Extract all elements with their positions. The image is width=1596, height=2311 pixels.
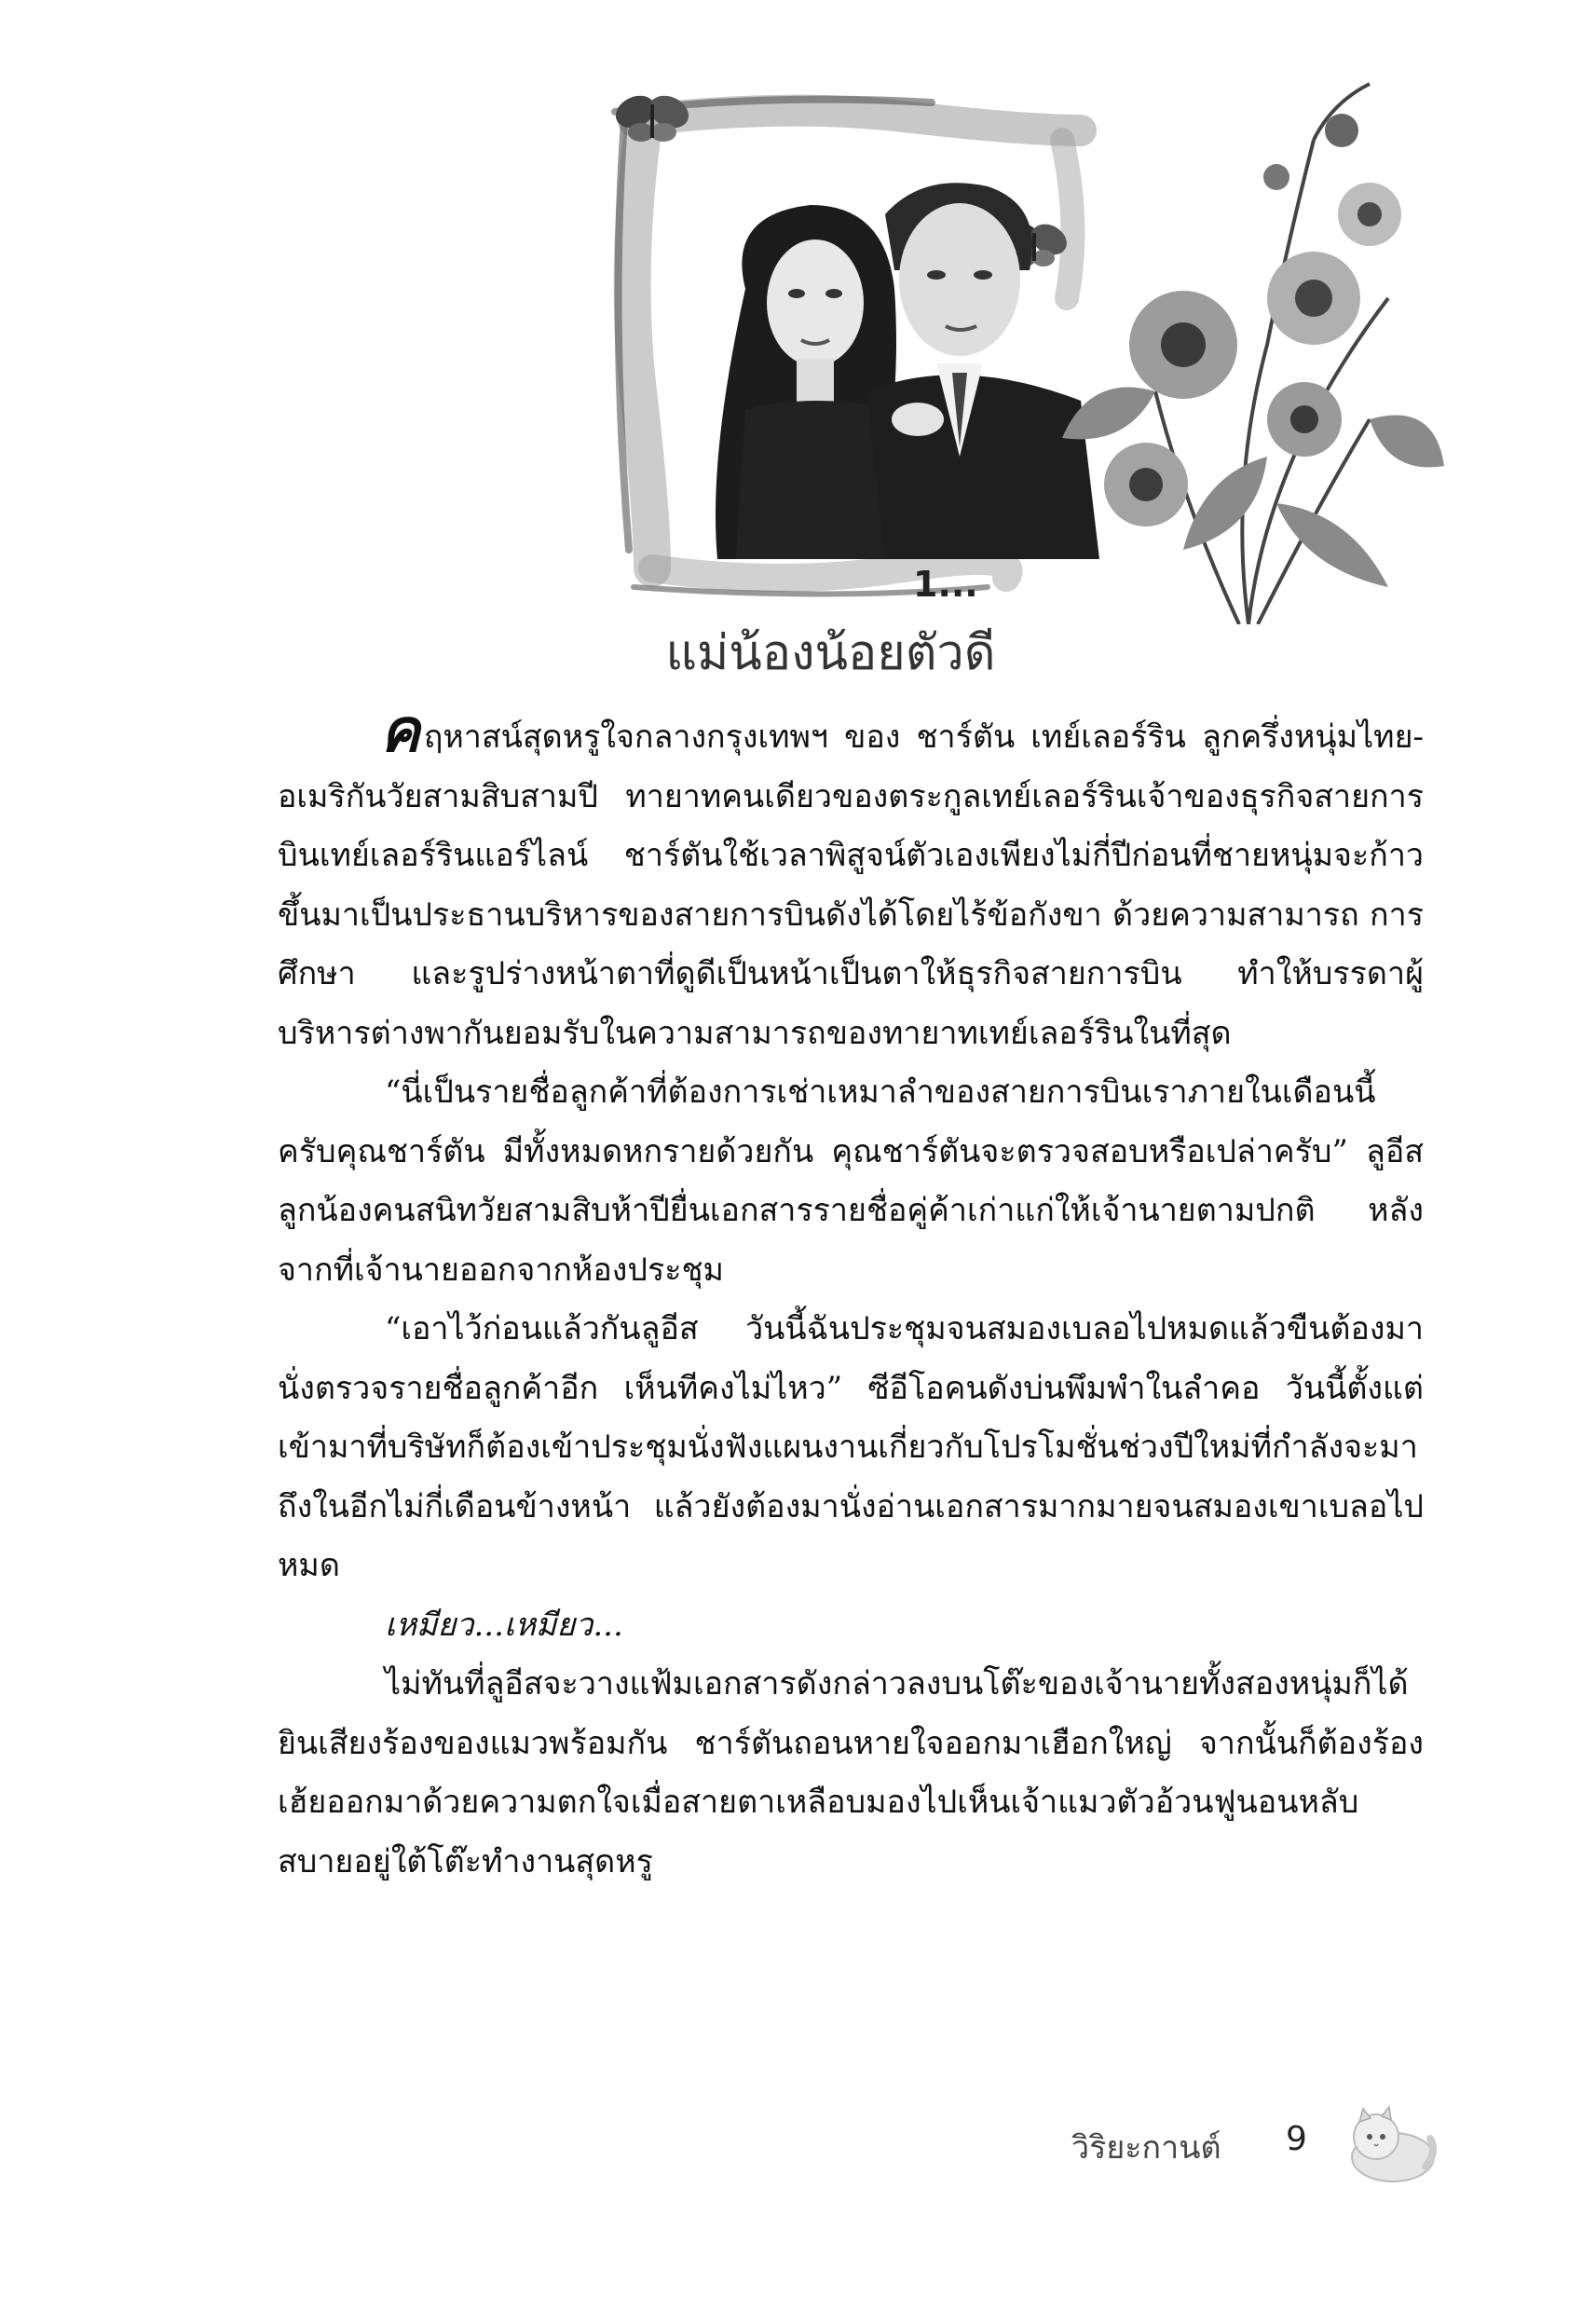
chapter-illustration [596, 65, 1439, 624]
page-number: 9 [1286, 2120, 1307, 2158]
drop-cap: ค [380, 697, 420, 766]
paragraph-4-cat-sound: เหมียว...เหมียว... [385, 1606, 623, 1644]
flower-bouquet-icon [1034, 65, 1444, 624]
paragraph-3: “เอาไว้ก่อนแล้วกันลูอีส วันนี้ฉันประชุมจนสมองเบลอไปหมดแล้วขืนต้องมานั่งตรวจรายชื่อลูกค้าอีก เห็นทีคงไม่ไหว” ซีอีโอคนดังบ่นพึมพำในลำคอ วันนี้ตั้งแต่เข้ามาที่บริษัทก็ต้องเข้าประชุมนั่งฟังแผนงานเกี่ยวกับโปรโมชั่นช่วงปีใหม่ที่กำลังจะมาถึงในอีกไม่กี่เดือนข้างหน้า แล้วยังต้องมานั่งอ่านเอกสารมากมายจนสมองเขาเบลอไปหมด [278, 1310, 1424, 1584]
page-footer [1071, 2101, 1463, 2185]
paragraph-5: ไม่ทันที่ลูอีสจะวางแฟ้มเอกสารดังกล่าวลงบนโต๊ะของเจ้านายทั้งสองหนุ่มก็ได้ยินเสียงร้องของแมวพร้อมกัน ชาร์ตันถอนหายใจออกมาเฮือกใหญ่ จากนั้นก็ต้องร้องเฮ้ยออกมาด้วยความตกใจเมื่อสายตาเหลือบมองไปเห็นเจ้าแมวตัวอ้วนฟูนอนหลับสบายอยู่ใต้โต๊ะทำงานสุดหรู [278, 1665, 1424, 1880]
paragraph-1-text: ฤหาสน์สุดหรูใจกลางกรุงเทพฯ ของ ชาร์ตัน เทย์เลอร์ริน ลูกครึ่งหนุ่มไทย-อเมริกันวัยสามสิบสามปี ทายาทคนเดียวของตระกูลเทย์เลอร์รินเจ้าของธุรกิจสายการบินเทย์เลอร์รินแอร์ไลน์ ชาร์ตันใช้เวลาพิสูจน์ตัวเองเพียงไม่กี่ปีก่อนที่ชายหนุ่มจะก้าวขึ้นมาเป็นประธานบริหารของสายการบินดังได้โดยไร้ข้อกังขา ด้วยความสามารถ การศึกษา และรูปร่างหน้าตาที่ดูดีเป็นหน้าเป็นตาให้ธุรกิจสายการบิน ทำให้บรรดาผู้บริหารต่างพากันยอมรับในความสามารถของทายาทเทย์เลอร์รินในที่สุด [278, 718, 1424, 1052]
persian-cat-icon [1337, 2101, 1439, 2185]
chapter-body [278, 697, 1424, 1892]
chapter-number: 1... [913, 564, 978, 605]
author-name: วิริยะกานต์ [1071, 2129, 1221, 2167]
chapter-title: แม่น้องน้อยตัวดี [665, 625, 996, 681]
paragraph-2: “นี่เป็นรายชื่อลูกค้าที่ต้องการเช่าเหมาลำของสายการบินเราภายในเดือนนี้ครับคุณชาร์ตัน มีทั้งหมดหกรายด้วยกัน คุณชาร์ตันจะตรวจสอบหรือเปล่าครับ” ลูอีส ลูกน้องคนสนิทวัยสามสิบห้าปียื่นเอกสารรายชื่อคู่ค้าเก่าแก่ให้เจ้านายตามปกติ หลังจากที่เจ้านายออกจากห้องประชุม [278, 1073, 1424, 1289]
paragraph-1 [278, 697, 1424, 1063]
